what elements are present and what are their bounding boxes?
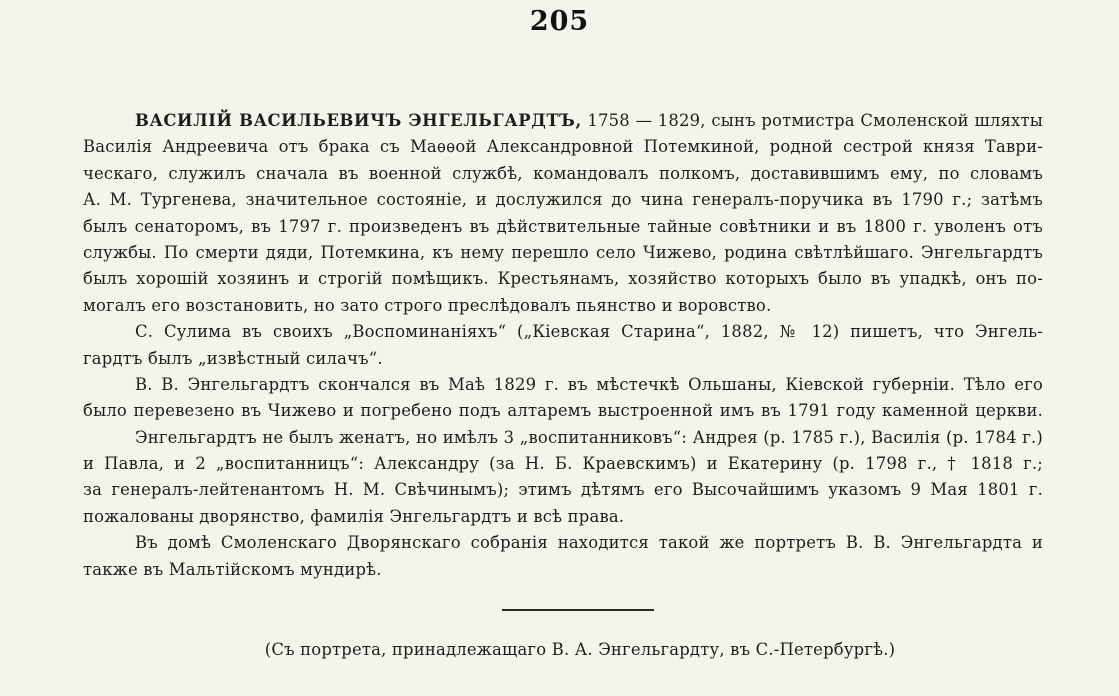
paragraph-3: [83, 372, 1043, 425]
paragraph-1: [83, 108, 1043, 319]
subject-name: ВАСИЛІЙ ВАСИЛЬЕВИЧЪ ЭНГЕЛЬГАРДТЪ,: [135, 111, 582, 130]
text-line: былъ сенаторомъ, въ 1797 г. произведенъ въ дѣйствительные тайные совѣтники и въ 1800 г. уволенъ отъ: [83, 216, 1043, 236]
paragraph-4: [83, 425, 1043, 531]
text-line: могалъ его возстановить, но зато строго преслѣдовалъ пьянство и воровство.: [83, 295, 772, 315]
text-line: С. Сулима въ своихъ „Воспоминаніяхъ“ („Кіевская Старина“, 1882, № 12) пишетъ, что Энгель-: [135, 322, 1043, 342]
portrait-source-caption: (Съ портрета, принадлежащаго В. А. Энгельгардту, въ С.-Петербургѣ.): [264, 640, 896, 659]
text-line: В. В. Энгельгардтъ скончался въ Маѣ 1829 г. въ мѣстечкѣ Ольшаны, Кіевской губерніи. Тѣло его: [135, 374, 1043, 394]
text-line: и Павла, и 2 „воспитанницъ“: Александру (за Н. Б. Краевскимъ) и Екатерину (р. 1798 г., † 1818 г.;: [83, 454, 1043, 474]
section-divider: [502, 609, 654, 611]
biography-text: [83, 108, 1043, 583]
text-fragment: 1758 — 1829, сынъ ротмистра Смоленской шляхты: [587, 111, 1043, 130]
text-line: пожалованы дворянство, фамилія Энгельгардтъ и всѣ права.: [83, 506, 625, 526]
text-line: Василія Андреевича отъ брака съ Маѳѳой Александровной Потемкиной, родной сестрой князя Таври-: [83, 137, 1043, 157]
text-line: [83, 108, 1043, 134]
text-line: ческаго, служилъ сначала въ военной службѣ, командовалъ полкомъ, доставившимъ ему, по словамъ: [83, 163, 1043, 183]
text-line: также въ Мальтійскомъ мундирѣ.: [83, 559, 382, 579]
text-line: былъ хорошій хозяинъ и строгій помѣщикъ. Крестьянамъ, хозяйство которыхъ было въ упадкѣ, онъ по-: [83, 269, 1043, 289]
text-line: А. М. Тургенева, значительное состояніе, и дослужился до чина генералъ-поручика въ 1790 г.; затѣмъ: [83, 190, 1043, 210]
text-line: было перевезено въ Чижево и погребено подъ алтаремъ выстроенной имъ въ 1791 году каменной церкви.: [83, 401, 1043, 421]
text-line: Энгельгардтъ не былъ женатъ, но имѣлъ 3 „воспитанниковъ“: Андрея (р. 1785 г.), Василія (р. 1784 г.): [135, 427, 1043, 447]
page-number: 205: [529, 6, 590, 37]
paragraph-2: [83, 319, 1043, 372]
paragraph-5: [83, 530, 1043, 583]
text-line: службы. По смерти дяди, Потемкина, къ нему перешло село Чижево, родина свѣтлѣйшаго. Энгельгардтъ: [83, 242, 1043, 262]
text-line: за генералъ-лейтенантомъ Н. М. Свѣчинымъ); этимъ дѣтямъ его Высочайшимъ указомъ 9 Мая 1801 г.: [83, 480, 1043, 500]
text-line: гардтъ былъ „извѣстный силачъ“.: [83, 348, 383, 368]
text-line: Въ домѣ Смоленскаго Дворянскаго собранія находится такой же портретъ В. В. Энгельгардта и: [135, 533, 1043, 553]
